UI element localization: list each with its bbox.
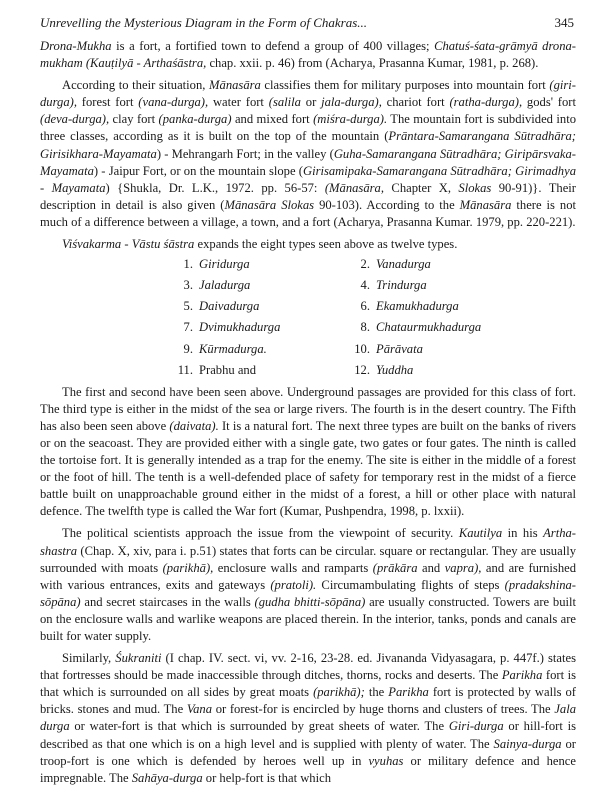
text-run: in his [502, 526, 544, 541]
text-run: forest fort [76, 95, 139, 110]
italic-text-run: Prāntara-Samarangana Sūtradhāra; Girisikhara-Mayamata [40, 129, 577, 161]
italic-text-run: Mānasāra [459, 197, 512, 212]
text-run: classifies them for military purposes into mountain fort [260, 78, 550, 93]
italic-text-run: Mānasāra [209, 78, 261, 93]
fort-type-number: 5. [183, 299, 193, 314]
italic-text-run: Parikha [501, 668, 543, 683]
italic-text-run: Giri-durga [448, 719, 504, 734]
page-header [40, 14, 576, 38]
paragraph-fort-types-explained [40, 384, 576, 521]
italic-text-run: Jala durga [40, 702, 576, 734]
text-run: The first and second have been seen above. Underground passages are provided for this class of fort. The third type is either in the midst of the sea or large rivers. The fourth is in the desert country. The Fifth has also been seen above [40, 384, 576, 433]
text-run: or forest-for is encircled by huge thorns and clusters of trees. The [212, 702, 555, 717]
fort-type-item [173, 319, 350, 336]
italic-text-run: Vana [186, 702, 213, 717]
fort-type-name: Giridurga [199, 257, 250, 272]
text-run: or [300, 95, 322, 110]
italic-text-run: (ratha-durga), [449, 95, 523, 110]
italic-text-run: vyuhas [368, 753, 404, 768]
text-run: Circumambulating flights of steps [316, 577, 505, 592]
text-run: and mixed fort [231, 112, 314, 127]
italic-text-run: (Mānasāra, [324, 180, 384, 195]
italic-text-run: (salila [268, 95, 301, 110]
fort-type-item [350, 341, 530, 358]
italic-text-run: (pradakshina-sōpāna) [40, 577, 576, 609]
italic-text-run: Artha-shastra [40, 526, 576, 558]
text-run: According to their situation, [62, 78, 210, 93]
italic-text-run: (giri-durga), [40, 78, 576, 110]
fort-type-name: Chataurmukhadurga [376, 320, 482, 335]
text-run: It is a natural fort. The next three types are built on the banks of rivers or on the seacoast. They are provided either with a single gate, two gates or four gates. The ninth is called the tortoise fort. It is generally intended as a trap for the enemy. The site is either in the middle of a forest or the foot of hill. The tenth is a well-defended place of safety for temporary rest in the midst of a fierce battle built on unapproachable ground either in the midst of a forest, a hill or other place with natural defence. The twelfth type is called the War fort (Kumar, Pushpendra, 1998, p. lxxii). [40, 418, 576, 519]
italic-text-run: Parikha [388, 685, 429, 700]
fort-type-item [173, 362, 350, 379]
fort-type-item [173, 256, 350, 273]
italic-text-run: Mānasāra Slokas [224, 197, 315, 212]
text-run: water fort [208, 95, 269, 110]
fort-type-name: Kūrmadurga. [199, 341, 267, 356]
text-run: and [417, 560, 445, 575]
text-run: or hill-fort is described as that one which is on a high level and is supplied with plenty of water. The [40, 719, 576, 751]
fort-type-name: Daivadurga [199, 299, 260, 314]
fort-type-name: Trindurga [376, 278, 427, 293]
text-run: ) {Shukla, Dr. L.K., 1972. pp. 56-57: [105, 180, 325, 195]
fort-type-item [350, 298, 530, 315]
italic-text-run: Kautilya [458, 526, 503, 541]
fort-type-number: 3. [183, 278, 193, 293]
text-run: ) - Mehrangarh Fort; in the valley ( [156, 146, 334, 161]
fort-type-item [173, 277, 350, 294]
text-run: The political scientists approach the issue from the viewpoint of security. [62, 526, 459, 541]
text-run: The mountain fort is subdivided into three classes, according as it is built on the top of the mountain ( [40, 112, 576, 144]
italic-text-run: Śukraniti [115, 651, 162, 666]
text-run: (Chap. X, xiv, para i. p.51) states that forts can be circular. square or rectangular. They are usually surrounded with moats [40, 543, 576, 575]
italic-text-run: (pratoli). [270, 577, 317, 592]
text-run: ) - Jaipur Fort, or on the mountain slope ( [93, 163, 303, 178]
fort-type-number: 6. [360, 299, 370, 314]
text-run: fort is that which is surrounded on all sides by great moats [40, 668, 576, 700]
text-run: 90-103). According to the [314, 197, 460, 212]
italic-text-run: (daivata). [169, 418, 219, 433]
italic-text-run: (parikhā), [162, 560, 214, 575]
fort-type-item [350, 362, 530, 379]
fort-type-number: 12. [354, 362, 370, 377]
paragraph-kautilya-security [40, 525, 576, 645]
fort-type-name: Prabhu and [199, 362, 257, 377]
italic-text-run: (gudha bhitti-sōpāna) [254, 594, 366, 609]
paragraph-sukraniti [40, 650, 576, 787]
italic-text-run: Girisamipaka-Samarangana Sūtradhāra; Girimadhya - Mayamata [40, 163, 576, 195]
fort-type-name: Pārāvata [376, 341, 423, 356]
italic-text-run: Guha-Samarangana Sūtradhāra; Giripārsvaka- Mayamata [40, 146, 577, 178]
fort-type-name: Ekamukhadurga [376, 299, 459, 314]
text-run: the [364, 685, 389, 700]
text-run: gods' fort [522, 95, 576, 110]
fort-type-name: Dvimukhadurga [199, 320, 281, 335]
italic-text-run: (vana-durga), [138, 95, 209, 110]
text-run: Similarly, [62, 651, 116, 666]
paragraph-manasara-forts [40, 77, 576, 231]
italic-text-run: jala-durga), [321, 95, 382, 110]
twelve-fort-types-list [173, 256, 576, 379]
italic-text-run: (parikhā); [313, 685, 365, 700]
fort-type-number: 9. [183, 341, 193, 356]
fort-type-name: Jaladurga [199, 278, 251, 293]
text-run: is a fort, a fortified town to defend a group of 400 villages; [111, 39, 435, 53]
text-run: or military defence and hence impregnable. The [40, 753, 576, 785]
fort-type-number: 10. [354, 341, 370, 356]
italic-text-run: (prākāra [372, 560, 418, 575]
italic-text-run: vapra), [444, 560, 482, 575]
text-run: enclosure walls and ramparts [213, 560, 373, 575]
text-run: chariot fort [381, 95, 450, 110]
text-run: Chapter X, [383, 180, 459, 195]
italic-text-run: Slokas [458, 180, 492, 195]
fort-type-item [350, 319, 530, 336]
italic-text-run: Chatuś-śata-grāmyā drona-mukham (Kauṭilyā - Arthaśāstra, [40, 39, 576, 71]
fort-type-number: 8. [360, 320, 370, 335]
text-run: and are furnished with various entrances, exits and gateways [40, 560, 577, 592]
text-run: or help-fort is that which [202, 770, 331, 785]
fort-type-item [173, 341, 350, 358]
fort-type-item [350, 277, 530, 294]
fort-type-number: 4. [360, 278, 370, 293]
text-run: chap. xxii. p. 46) from (Acharya, Prasanna Kumar, 1981, p. 268). [206, 56, 539, 71]
paragraph-vishvakarma-intro [40, 236, 576, 253]
text-run: there is not much of a difference between a village, a town, and a fort (Acharya, Prasanna Kumar. 1979, pp. 220-221). [40, 197, 577, 229]
italic-text-run: (deva-durga), [40, 112, 110, 127]
italic-text-run: Sahāya-durga [131, 770, 203, 785]
page-number: 345 [554, 15, 574, 30]
fort-type-name: Yuddha [376, 362, 414, 377]
text-run: clay fort [109, 112, 159, 127]
text-run: are usually constructed. Towers are built on the enclosure walls and warlike weapons are placed therein. In the interior, tanks, ponds and canals are built for water supply. [40, 594, 576, 643]
italic-text-run: (panka-durga) [158, 112, 232, 127]
running-head: Unrevelling the Mysterious Diagram in the Form of Chakras... [40, 15, 368, 30]
paragraph-drona-mukha [40, 38, 576, 72]
italic-text-run: Viśvakarma - Vāstu śāstra [62, 237, 195, 252]
text-run: and secret staircases in the walls [80, 594, 255, 609]
text-run: (I chap. IV. sect. vi, vv. 2-16, 23-28. ed. Jivananda Vidyasagara, p. 447f.) states that fortresses should be made inaccessible through ditches, thorns, rocks and deserts. The [40, 651, 577, 683]
text-run: or water-fort is that which is surrounded by great sheets of water. The [69, 719, 449, 734]
text-run: 90-91)}. Their description in detail is also given ( [40, 180, 576, 212]
italic-text-run: (miśra-durga). [313, 112, 388, 127]
fort-type-number: 11. [177, 362, 193, 377]
fort-type-number: 2. [360, 257, 370, 272]
text-run: fort is protected by walls of bricks. stones and mud. The [40, 685, 577, 717]
fort-type-number: 1. [183, 257, 193, 272]
fort-type-name: Vanadurga [376, 257, 431, 272]
fort-type-item [350, 256, 530, 273]
text-run: expands the eight types seen above as twelve types. [194, 237, 458, 252]
fort-type-item [173, 298, 350, 315]
italic-text-run: Sainya-durga [493, 736, 562, 751]
fort-type-number: 7. [183, 320, 193, 335]
italic-text-run: Drona-Mukha [40, 39, 112, 53]
text-run: or troop-fort is one which is defended by heroes well up in [40, 736, 576, 768]
